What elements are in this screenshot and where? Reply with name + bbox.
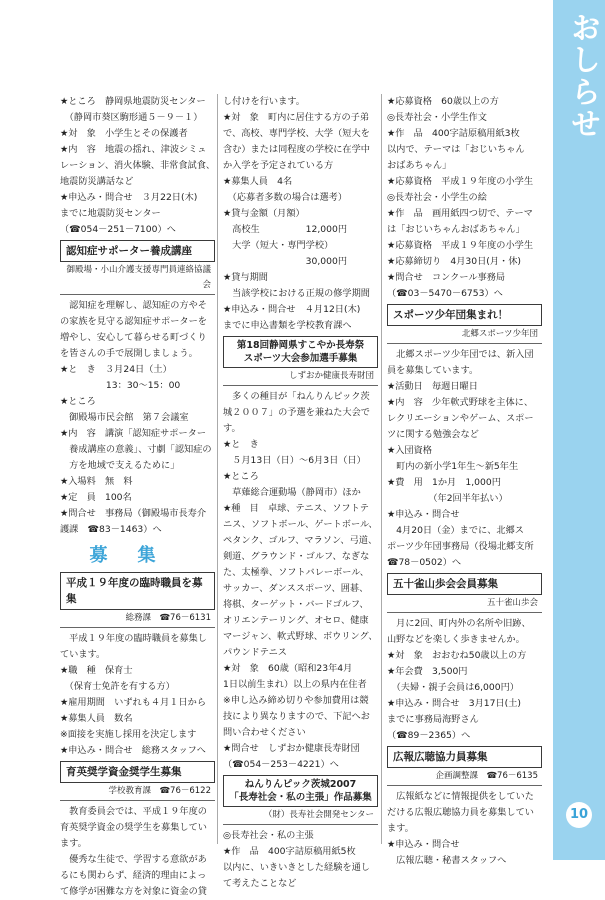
- text-line: て考えたことなど: [223, 878, 297, 889]
- text-line: ペタンク、ゴルフ、マラソン、弓道、: [223, 535, 378, 546]
- text-line: 増やし、安心して暮らせる町づくり: [60, 332, 207, 343]
- text-line: ★ところ 静岡県地震防災センター: [60, 96, 206, 107]
- text-line: で、高校、専門学校、大学（短大を: [223, 128, 370, 139]
- text-line: 将棋、ターゲット・バードゴルフ、: [223, 599, 369, 610]
- text-line: ★作 品 画用紙四つ切で、テーマ: [387, 208, 533, 219]
- heading-title-line: ねんりんピック茨城2007: [244, 779, 357, 790]
- heading-source: しずおか健康長寿財団: [223, 368, 378, 386]
- text-line: 1日以前生まれ）以上の県内在住者: [223, 679, 367, 690]
- article-heading: [223, 336, 378, 386]
- article-heading: [387, 573, 542, 613]
- text-line: ます。: [387, 823, 414, 834]
- heading-source: 企画調整課 ☎76－6135: [387, 768, 542, 786]
- text-line: までに事務局海野さん: [387, 714, 479, 725]
- text-block: [223, 94, 378, 334]
- text-line: か入学を予定されている方: [223, 160, 334, 171]
- text-line: ★申込み・問合せ: [387, 839, 460, 850]
- text-block: [223, 828, 378, 892]
- text-line: ★内 容 少年軟式野球を主体に、: [387, 397, 534, 408]
- text-line: ★申込み・問合せ: [387, 509, 460, 520]
- text-line: は「おじいちゃんおばあちゃん」: [387, 224, 525, 235]
- text-line: レクリエーションやゲーム、スポー: [387, 413, 534, 424]
- text-line: までに地震防災センター: [60, 208, 161, 219]
- text-line: 町内の新小学1年生～新5年生: [387, 461, 519, 472]
- article-heading: [387, 746, 542, 786]
- text-line: ★活動日 毎週日曜日: [387, 381, 478, 392]
- text-line: ています。: [60, 649, 106, 660]
- text-line: ★問合せ コンクール事務局: [387, 272, 506, 283]
- heading-title: 広報広聴協力員募集: [387, 746, 542, 768]
- text-line: ※面接を実施し採用を決定します: [60, 729, 197, 740]
- text-line: ★種 目 卓球、テニス、ソフトテ: [223, 503, 369, 514]
- text-line: 高校生 12,000円: [223, 224, 348, 235]
- text-line: ★内 容 地震の揺れ、津波シミュ: [60, 144, 207, 155]
- text-line: し付けを行います。: [223, 96, 305, 107]
- text-line: 教育委員会では、平成１９年度の: [60, 806, 207, 817]
- text-line: ツに関する勉強会など: [387, 429, 479, 440]
- text-line: （☎054－251－7100）へ: [60, 224, 176, 235]
- text-line: 大学（短大・専門学校）: [223, 240, 334, 251]
- text-line: ★職 種 保育士: [60, 665, 133, 676]
- text-line: ★定 員 100名: [60, 492, 132, 503]
- heading-title: 育英奨学資金奨学生募集: [60, 761, 215, 783]
- column-divider: [381, 94, 382, 844]
- text-line: ★と き ３月24日（土）: [60, 364, 172, 375]
- text-line: 草薙総合運動場（静岡市）ほか: [223, 487, 361, 498]
- article-heading: [60, 761, 215, 801]
- text-line: おばあちゃん」: [387, 160, 452, 171]
- text-line: （☎89－2365）へ: [387, 730, 471, 741]
- text-line: ◎長寿社会・私の主張: [223, 830, 314, 841]
- text-line: ★申込み・問合せ 総務スタッフへ: [60, 745, 206, 756]
- text-line: だける広報広聴協力員を募集してい: [387, 807, 534, 818]
- column-2: [223, 94, 378, 892]
- article-heading: [60, 240, 215, 295]
- heading-source: 五十雀山歩会: [387, 595, 542, 613]
- text-line: 育英奨学資金の奨学生を募集してい: [60, 822, 207, 833]
- text-line: 30,000円: [223, 256, 348, 267]
- text-line: 北郷スポーツ少年団では、新入団: [387, 349, 534, 360]
- text-line: ★ところ: [60, 396, 96, 407]
- heading-title-line: スポーツ大会参加選手募集: [243, 353, 358, 364]
- text-line: ★申込み・問合せ ３月22日(木): [60, 192, 198, 203]
- heading-title-line: 第18回静岡県すこやか長寿祭: [236, 340, 365, 351]
- text-line: を皆さんの手で展開しましょう。: [60, 348, 198, 359]
- text-line: マージャン、軟式野球、ボウリング、: [223, 631, 378, 642]
- text-line: 優秀な生徒で、学習する意欲があ: [60, 854, 207, 865]
- text-block: [60, 631, 215, 759]
- text-line: ★対 象 60歳（昭和23年4月: [223, 663, 353, 674]
- article-heading: [223, 775, 378, 825]
- recruit-heading: 募集: [89, 545, 186, 566]
- text-line: 剣道、グラウンド・ゴルフ、なぎな: [223, 551, 370, 562]
- text-line: 以内に、いきいきとした経験を通し: [223, 862, 370, 873]
- heading-title: 平成１９年度の臨時職員を募集: [60, 572, 215, 610]
- column-3: [387, 94, 542, 869]
- text-line: す。: [223, 423, 241, 434]
- text-line: （保育士免許を有する方）: [60, 681, 175, 692]
- heading-title-line: 「長寿社会・私の主張」作品募集: [229, 792, 372, 803]
- text-line: までに申込書類を学校教育課へ: [223, 320, 352, 331]
- text-line: 月に2回、町内外の名所や旧跡、: [387, 618, 531, 629]
- text-line: サッカー、ダンススポーツ、囲碁、: [223, 583, 369, 594]
- text-block: [387, 347, 542, 571]
- heading-title: スポーツ少年団集まれ！: [387, 304, 542, 326]
- text-line: ★入団資格: [387, 445, 432, 456]
- text-line: ます。: [60, 838, 87, 849]
- text-line: オリエンテーリング、オセロ、健康: [223, 615, 369, 626]
- text-line: ☎78－0502）へ: [387, 557, 462, 568]
- text-block: [387, 616, 542, 744]
- text-line: の家族を見守る認知症サポーターを: [60, 316, 207, 327]
- text-line: ★応募資格 60歳以上の方: [387, 96, 499, 107]
- text-line: 方を地域で支えるために」: [60, 460, 180, 471]
- text-line: ★作 品 400字詰原稿用紙5枚: [223, 846, 356, 857]
- text-line: ★貸与金額（月額）: [223, 208, 305, 219]
- heading-source: 総務課 ☎76－6131: [60, 610, 215, 628]
- text-line: ★対 象 おおむね50歳以上の方: [387, 650, 527, 661]
- text-line: ★作 品 400字詰原稿用紙3枚: [387, 128, 520, 139]
- text-line: ★対 象 小学生とその保護者: [60, 128, 188, 139]
- text-line: ★年会費 3,500円: [387, 666, 468, 677]
- text-line: 平成１９年度の臨時職員を募集し: [60, 633, 207, 644]
- text-line: ★問合せ しずおか健康長寿財団: [223, 743, 360, 754]
- heading-source: 学校教育課 ☎76－6122: [60, 783, 215, 801]
- text-line: た、太極拳、ソフトバレーボール、: [223, 567, 369, 578]
- text-line: 多くの種目が「ねんりんピック茨: [223, 391, 370, 402]
- text-line: 地震防災講話など: [60, 176, 134, 187]
- text-line: 4月20日（金）までに、北郷ス: [387, 525, 524, 536]
- text-line: （☎054－253－4221）へ: [223, 759, 339, 770]
- section-title: おしらせ: [565, 12, 600, 140]
- column-divider: [217, 94, 218, 844]
- text-line: ★雇用期間 いずれも４月１日から: [60, 697, 207, 708]
- text-block: [223, 389, 378, 773]
- heading-title: 認知症サポーター養成講座: [60, 240, 215, 262]
- text-line: て修学が困難な方を対象に資金の貸: [60, 886, 207, 897]
- page-number: 10: [566, 802, 592, 828]
- text-line: ニス、ソフトボール、ゲートボール、: [223, 519, 378, 530]
- text-line: ★募集人員 数名: [60, 713, 133, 724]
- text-line: （年2回半年払い）: [387, 493, 508, 504]
- section-tab: [553, 0, 605, 860]
- text-line: 員を募集しています。: [387, 365, 479, 376]
- text-block: [60, 298, 215, 538]
- text-line: ★応募締切り 4月30日(月・休): [387, 256, 522, 267]
- text-line: ★入場料 無 料: [60, 476, 133, 487]
- text-line: ★貸与期間: [223, 272, 268, 283]
- text-line: ★問合せ 事務局（御殿場市長寿介: [60, 508, 207, 519]
- text-line: 以内で、テーマは「おじいちゃん: [387, 144, 525, 155]
- text-line: ◎長寿社会・小学生作文: [387, 112, 487, 123]
- text-line: ★応募資格 平成１９年度の小学生: [387, 240, 534, 251]
- text-block: [60, 804, 215, 900]
- text-line: 技により異なりますので、下記へお: [223, 711, 370, 722]
- text-line: ★応募資格 平成１９年度の小学生: [387, 176, 534, 187]
- text-line: （応募者多数の場合は選考）: [223, 192, 348, 203]
- text-line: 当該学校における正規の修学期間: [223, 288, 370, 299]
- text-line: ★ところ: [223, 471, 259, 482]
- text-line: ★申込み・問合せ ４月12日(木): [223, 304, 361, 315]
- text-line: （☎03－5470－6753）へ: [387, 288, 503, 299]
- text-line: （静岡市葵区駒形通５－９－１）: [60, 112, 203, 123]
- heading-source: 御殿場・小山介護支援専門員連絡協議会: [60, 262, 215, 295]
- text-line: ★内 容 講演「認知症サポーター: [60, 428, 207, 439]
- text-line: 問い合わせください: [223, 727, 306, 738]
- text-line: （夫婦・親子会員は6,000円）: [387, 682, 519, 693]
- heading-source: 北郷スポーツ少年団: [387, 326, 542, 344]
- heading-title: 五十雀山歩会会員募集: [387, 573, 542, 595]
- text-line: 13：30～15：00: [60, 380, 181, 391]
- text-block: [387, 94, 542, 302]
- text-line: 山野などを楽しく歩きませんか。: [387, 634, 525, 645]
- article-heading: [60, 572, 215, 628]
- text-line: 含む）または同程度の学校に在学中: [223, 144, 370, 155]
- heading-source: （財）長寿社会開発センター: [223, 807, 378, 825]
- text-line: ※申し込み締め切りや参加費用は競: [223, 695, 369, 706]
- text-line: ★費 用 1か月 1,000円: [387, 477, 501, 488]
- text-line: 御殿場市民会館 第７会議室: [60, 412, 189, 423]
- article-heading: [387, 304, 542, 344]
- text-block: [387, 789, 542, 869]
- text-line: 城２００７」の予選を兼ねた大会で: [223, 407, 370, 418]
- text-line: ★対 象 町内に居住する方の子弟: [223, 112, 370, 123]
- text-line: 広報広聴・秘書スタッフへ: [387, 855, 507, 866]
- column-1: [60, 94, 215, 900]
- text-line: ポーツ少年団事務局（役場北郷支所: [387, 541, 534, 552]
- text-line: 広報紙などに情報提供をしていた: [387, 791, 534, 802]
- text-line: ★と き: [223, 439, 259, 450]
- text-line: パウンドテニス: [223, 647, 287, 658]
- text-line: ★募集人員 4名: [223, 176, 293, 187]
- text-block: [60, 94, 215, 238]
- text-line: レーション、消火体験、非常食試食、: [60, 160, 215, 171]
- text-line: 認知症を理解し、認知症の方やそ: [60, 300, 207, 311]
- text-line: 護課 ☎83－1463）へ: [60, 524, 162, 535]
- text-line: ◎長寿社会・小学生の絵: [387, 192, 487, 203]
- text-line: ５月13日（日）～6月3日（日）: [223, 455, 366, 466]
- text-line: るにも関わらず、経済的理由によっ: [60, 870, 207, 881]
- text-line: 養成講座の意義」、寸劇「認知症の: [60, 444, 212, 455]
- text-line: ★申込み・問合せ 3月17日(土): [387, 698, 522, 709]
